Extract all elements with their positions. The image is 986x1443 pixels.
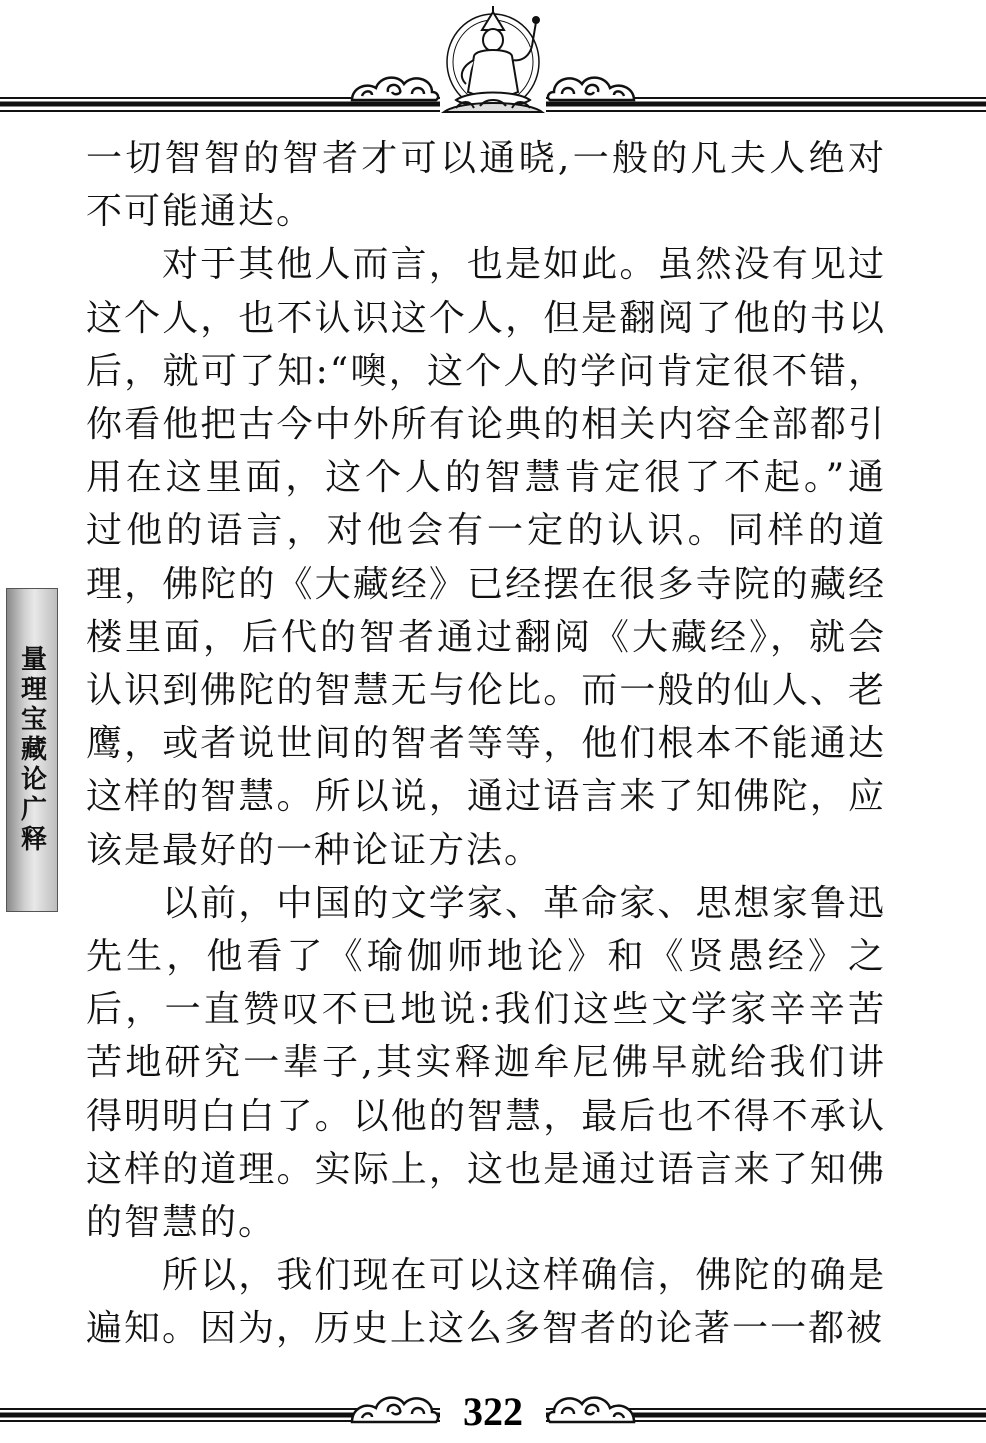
- paragraph-1: 一切智智的智者才可以通晓,一般的凡夫人绝对不可能通达。: [86, 138, 886, 233]
- paragraph-4: 所以，我们现在可以这样确信，佛陀的确是遍知。因为，历史上这么多智者的论著一一都被: [86, 1255, 886, 1350]
- body-text: [86, 132, 886, 1356]
- header-ornament: [0, 0, 986, 125]
- footer-right-cloud-icon: [548, 1398, 634, 1422]
- right-cloud-icon: [548, 78, 634, 100]
- side-book-title-tab: [6, 588, 58, 912]
- guru-figure-icon: [440, 6, 546, 114]
- paragraph-2: 对于其他人而言，也是如此。虽然没有见过这个人，也不认识这个人，但是翻阅了他的书以后，就可了知:“噢，这个人的学问肯定很不错，你看他把古今中外所有论典的相关内容全部都引用在这里面，这个人的智慧肯定很了不起。”通过他的语言，对他会有一定的认识。同样的道理，佛陀的《大藏经》已经摆在很多寺院的藏经楼里面，后代的智者通过翻阅《大藏经》，就会认识到佛陀的智慧无与伦比。而一般的仙人、老鹰，或者说世间的智者等等，他们根本不能通达这样的智慧。所以说，通过语言来了知佛陀，应该是最好的一种论证方法。: [86, 244, 886, 871]
- left-cloud-icon: [352, 78, 438, 100]
- book-title: 量理宝藏论广释: [16, 645, 47, 855]
- footer-left-cloud-icon: [352, 1398, 438, 1422]
- page-number: 322: [463, 1389, 523, 1434]
- paragraph-3: 以前，中国的文学家、革命家、思想家鲁迅先生，他看了《瑜伽师地论》和《贤愚经》之后，一直赞叹不已地说:我们这些文学家辛辛苦苦地研究一辈子,其实释迦牟尼佛早就给我们讲得明明白白了。以他的智慧，最后也不得不承认这样的道理。实际上，这也是通过语言来了知佛的智慧的。: [86, 882, 886, 1244]
